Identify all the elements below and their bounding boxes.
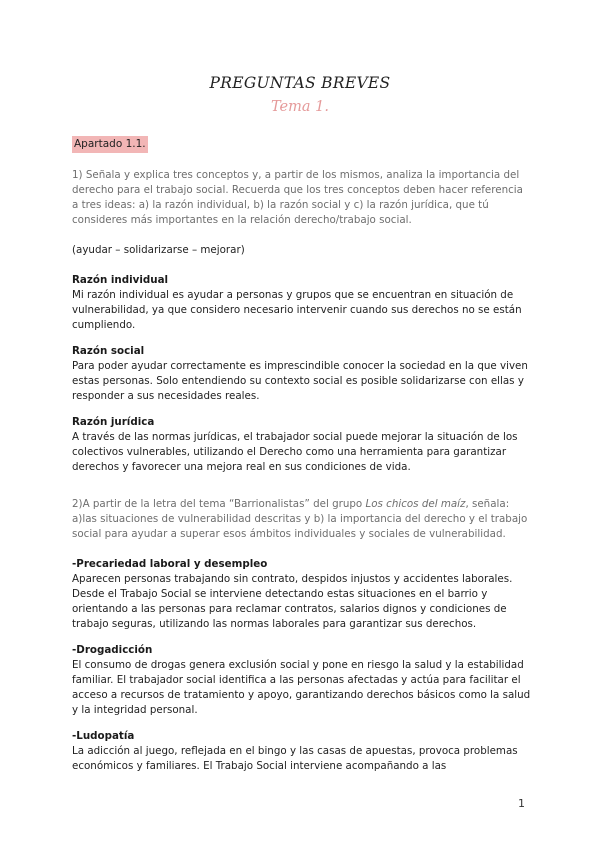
answer-block: [72, 344, 532, 404]
answer-block: [72, 729, 532, 774]
document-content: [72, 136, 532, 785]
answer-title: -Ludopatía: [72, 730, 135, 742]
answer-text: Para poder ayudar correctamente es imprescindible conocer la sociedad en la que viven estas personas. Solo entendiendo su contexto social es posible solidarizarse con ellas y responder a sus necesidades reales.: [72, 360, 528, 402]
band-name: Los chicos del maíz: [365, 498, 466, 510]
answer-text: Aparecen personas trabajando sin contrato, despidos injustos y accidentes laborales. Desde el Trabajo Social se interviene detectando estas situaciones en el barrio y orientando a las personas para reclamar contratos, salarios dignos y condiciones de trabajo seguras, utilizando las normas laborales para garantizar sus derechos.: [72, 573, 513, 630]
answer-title: Razón individual: [72, 274, 169, 286]
answer-block: [72, 643, 532, 718]
question-1: 1) Señala y explica tres conceptos y, a partir de los mismos, analiza la importancia del derecho para el trabajo social. Recuerda que los tres conceptos deben hacer referencia a tres ideas: a) la razón individual, b) la razón social y c) la razón jurídica, que tú consideres más importantes en la relación derecho/trabajo social.: [72, 169, 523, 226]
question-2: [72, 497, 532, 542]
page-number: 1: [518, 797, 525, 810]
answer-title: Razón social: [72, 345, 145, 357]
answer-title: -Precariedad laboral y desempleo: [72, 558, 268, 570]
answer-block: [72, 415, 532, 475]
page-subtitle: Tema 1.: [271, 99, 329, 115]
answer-title: Razón jurídica: [72, 416, 155, 428]
question-1-keywords: (ayudar – solidarizarse – mejorar): [72, 244, 245, 256]
answer-block: [72, 273, 532, 333]
answer-text: Mi razón individual es ayudar a personas y grupos que se encuentran en situación de vulnerabilidad, ya que considero necesario intervenir cuando sus derechos no se están cumpliendo.: [72, 289, 522, 331]
answer-text: La adicción al juego, reflejada en el bingo y las casas de apuestas, provoca problemas económicos y familiares. El Trabajo Social interviene acompañando a las: [72, 745, 518, 772]
question-2-text-after: , señala: a)las situaciones de vulnerabilidad descritas y b) la importancia del derecho y el trabajo social para ayudar a superar esos ámbitos individuales y sociales de vulnerabilidad.: [72, 498, 528, 540]
question-2-text-before: 2)A partir de la letra del tema “Barrionalistas” del grupo: [72, 498, 366, 510]
answer-text: A través de las normas jurídicas, el trabajador social puede mejorar la situación de los colectivos vulnerables, utilizando el Derecho como una herramienta para garantizar derechos y favorecer una mejora real en sus condiciones de vida.: [72, 431, 518, 473]
answer-text: El consumo de drogas genera exclusión social y pone en riesgo la salud y la estabilidad familiar. El trabajador social identifica a las personas afectadas y actúa para facilitar el acceso a recursos de tratamiento y apoyo, garantizando derechos básicos como la salud y la integridad personal.: [72, 659, 531, 716]
answer-block: [72, 557, 532, 632]
page-title: PREGUNTAS BREVES: [209, 74, 391, 92]
section-tag: Apartado 1.1.: [72, 136, 148, 153]
answer-title: -Drogadicción: [72, 644, 153, 656]
